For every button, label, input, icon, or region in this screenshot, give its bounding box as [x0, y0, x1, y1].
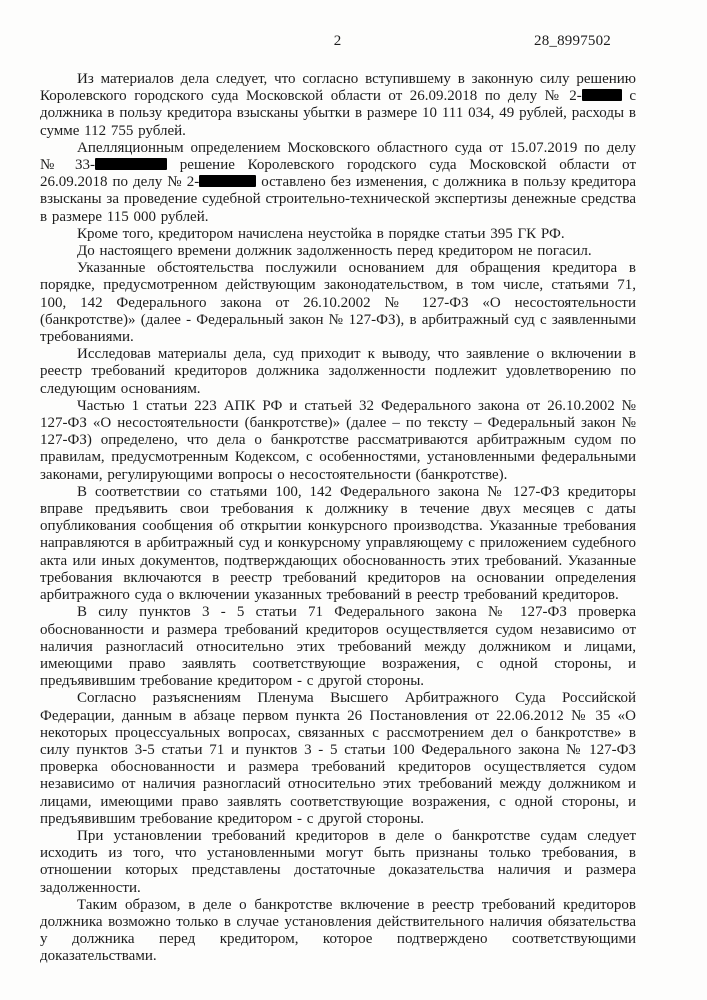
paragraph: Согласно разъяснениям Пленума Высшего Арбитражного Суда Российской Федерации, данным в абзаце первом пункта 26 Постановления от 22.06.2012 № 35 «О некоторых процессуальных вопросах, связанных с рассмотрением дел о банкротстве» в силу пунктов 3-5 статьи 71 и пунктов 3 - 5 статьи 100 Федерального закона № 127-ФЗ проверка обоснованности и размера требований кредиторов осуществляется судом независимо от наличия разногласий относительно этих требований между должником и лицами, имеющими право заявлять соответствующие возражения, с одной стороны, и предъявившим требование кредитором - с другой стороны.: [40, 690, 636, 827]
paragraph: В соответствии со статьями 100, 142 Федерального закона № 127-ФЗ кредиторы вправе предъявить свои требования к должнику в течение двух месяцев с даты опубликования сообщения об открытии конкурсного производства. Указанные требования направляются в арбитражный суд и конкурсному управляющему с приложением судебного акта или иных документов, подтверждающих обоснованность этих требований. Указанные требования включаются в реестр требований кредиторов на основании определения арбитражного суда о включении указанных требований в реестр требований кредиторов.: [40, 483, 636, 604]
paragraph: Исследовав материалы дела, суд приходит к выводу, что заявление о включении в реестр требований кредиторов должника задолженности подлежит удовлетворению по следующим основаниям.: [40, 346, 636, 397]
page-number: 2: [333, 33, 342, 49]
redaction-box: [199, 175, 256, 187]
paragraph: Частью 1 статьи 223 АПК РФ и статьей 32 Федерального закона от 26.10.2002 № 127-ФЗ «О несостоятельности (банкротстве)» (далее – по тексту – Федеральный закон № 127-ФЗ) определено, что дела о банкротстве рассматриваются арбитражным судом по правилам, предусмотренным Кодексом, с особенностями, установленными федеральными законами, регулирующими вопросы о несостоятельности (банкротстве).: [40, 397, 636, 483]
paragraph: До настоящего времени должник задолженность перед кредитором не погасил.: [77, 243, 592, 260]
redaction-box: [582, 89, 622, 101]
paragraph: Из материалов дела следует, что согласно вступившему в законную силу решению Королевского городского суда Московской области от 26.09.2018 по делу № 2- с должника в пользу кредитора взысканы убытки в размере 10 111 034, 49 рублей, расходы в сумме 112 755 рублей.: [40, 71, 636, 139]
redaction-box: [95, 158, 167, 170]
paragraph: Таким образом, в деле о банкротстве включение в реестр требований кредиторов должника возможно только в случае установления действительного наличия обязательства у должника перед кредитором, которое подтверждено соответствующими доказательствами.: [40, 896, 636, 965]
paragraph: В силу пунктов 3 - 5 статьи 71 Федерального закона № 127-ФЗ проверка обоснованности и размера требований кредиторов осуществляется судом независимо от наличия разногласий относительно этих требований между должником и лицами, имеющими право заявлять соответствующие возражения, с одной стороны, и предъявившим требование кредитором - с другой стороны.: [40, 604, 636, 690]
document-body: [40, 71, 636, 966]
page-header: [40, 33, 635, 53]
paragraph: Апелляционным определением Московского областного суда от 15.07.2019 по делу № 33- решение Королевского городского суда Московской области от 26.09.2018 по делу № 2- оставлено без изменения, с должника в пользу кредитора взысканы за проведение судебной строительно-технической экспертизы денежные средства в размере 115 000 рублей.: [40, 139, 637, 225]
paragraph: Указанные обстоятельства послужили основанием для обращения кредитора в порядке, предусмотренном действующим законодательством, в том числе, статьями 71, 100, 142 Федерального закона от 26.10.2002 № 127-ФЗ «О несостоятельности (банкротстве)» (далее - Федеральный закон № 127-ФЗ), в арбитражный суд с заявленными требованиями.: [40, 260, 636, 346]
document-id: 28_8997502: [534, 33, 611, 49]
paragraph: При установлении требований кредиторов в деле о банкротстве судам следует исходить из того, что установленными могут быть признаны только требования, в отношении которых представлены достаточные доказательства наличия и размера задолженности.: [40, 827, 636, 896]
paragraph: Кроме того, кредитором начислена неустойка в порядке статьи 395 ГК РФ.: [77, 225, 565, 242]
